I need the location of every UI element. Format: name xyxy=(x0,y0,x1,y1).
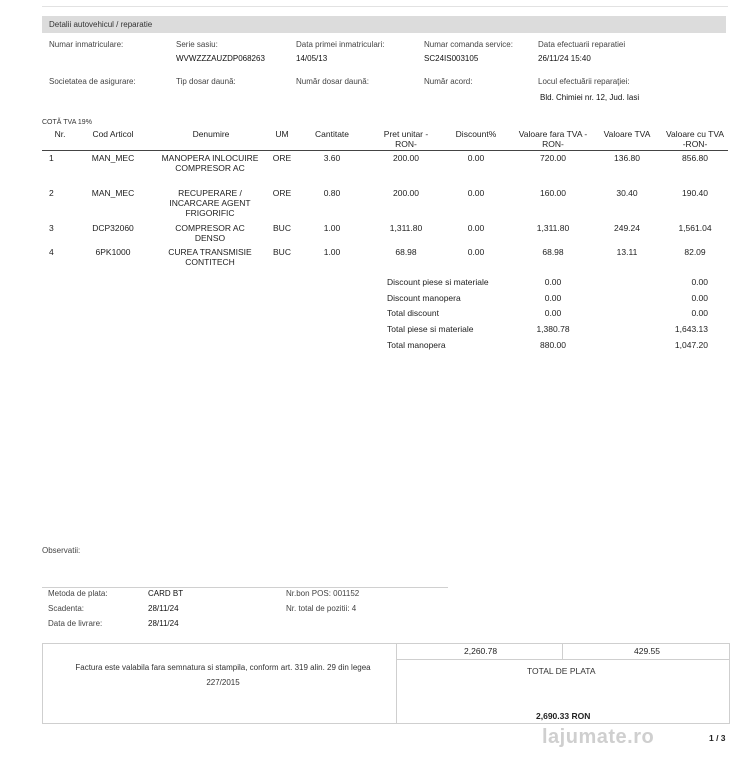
row-gross: 190.40 xyxy=(682,188,708,198)
row-net: 160.00 xyxy=(540,188,566,198)
col-header-um: UM xyxy=(275,129,289,139)
row-price: 200.00 xyxy=(393,153,419,163)
due-date-value: 28/11/24 xyxy=(148,604,179,613)
col-header-nr: Nr. xyxy=(54,129,66,139)
row-nr: 2 xyxy=(49,188,54,198)
row-discount: 0.00 xyxy=(467,223,485,233)
summary-label: Discount piese si materiale xyxy=(387,277,489,287)
vin-label: Serie sasiu: xyxy=(176,40,218,49)
total-to-pay-value: 2,690.33 RON xyxy=(536,711,591,721)
summary-gross: 0.00 xyxy=(691,277,708,287)
vin-value: WVWZZZAUZDP068263 xyxy=(176,54,265,63)
row-qty: 1.00 xyxy=(323,223,341,233)
row-um: ORE xyxy=(272,188,292,198)
row-price: 1,311.80 xyxy=(389,223,423,233)
delivery-date-label: Data de livrare: xyxy=(48,619,103,628)
net-total-value: 2,260.78 xyxy=(464,646,498,656)
summary-label: Total piese si materiale xyxy=(387,324,474,334)
col-header-qty: Cantitate xyxy=(314,129,350,139)
row-name: COMPRESOR AC DENSO xyxy=(175,223,245,243)
agreement-label: Număr acord: xyxy=(424,77,473,86)
repair-location-value: Bld. Chimiei nr. 12, Jud. Iasi xyxy=(540,93,640,102)
totals-divider-vertical xyxy=(396,643,397,723)
summary-net: 0.00 xyxy=(544,293,562,303)
claim-number-label: Număr dosar daună: xyxy=(296,77,369,86)
repair-location-label: Locul efectuării reparaţiei: xyxy=(538,77,630,86)
table-header-rule xyxy=(42,150,728,151)
col-header-gross-value: Valoare cu TVA -RON- xyxy=(665,129,725,149)
order-value: SC24IS003105 xyxy=(424,54,479,63)
row-net: 1,311.80 xyxy=(536,223,570,233)
claim-type-label: Tip dosar daună: xyxy=(176,77,236,86)
summary-label: Total manopera xyxy=(387,340,446,350)
row-qty: 0.80 xyxy=(323,188,341,198)
pos-receipt-number: Nr.bon POS: 001152 xyxy=(286,589,360,598)
row-name: CUREA TRANSMISIE CONTITECH xyxy=(168,247,252,267)
summary-label: Discount manopera xyxy=(387,293,461,303)
row-price: 68.98 xyxy=(395,247,417,257)
row-code: MAN_MEC xyxy=(91,188,135,198)
summary-gross: 1,047.20 xyxy=(674,340,708,350)
row-name: RECUPERARE / INCARCARE AGENT FRIGORIFIC xyxy=(169,188,251,218)
row-code: MAN_MEC xyxy=(91,153,135,163)
row-nr: 3 xyxy=(49,223,54,233)
summary-net: 0.00 xyxy=(544,277,562,287)
invoice-validity-note: Factura este valabila fara semnatura si stampila, conform art. 319 alin. 29 din legea 227/2015 xyxy=(75,663,371,687)
row-name: MANOPERA INLOCUIRE COMPRESOR AC xyxy=(161,153,259,173)
payment-method-label: Metoda de plata: xyxy=(48,589,108,598)
order-label: Numar comanda service: xyxy=(424,40,513,49)
due-date-label: Scadenta: xyxy=(48,604,85,613)
summary-gross: 0.00 xyxy=(691,308,708,318)
first-reg-value: 14/05/13 xyxy=(296,54,328,63)
insurer-label: Societatea de asigurare: xyxy=(49,77,136,86)
summary-label: Total discount xyxy=(387,308,439,318)
total-to-pay-label: TOTAL DE PLATA xyxy=(527,666,596,676)
payment-method-value: CARD BT xyxy=(148,589,184,598)
observations-label: Observatii: xyxy=(42,546,81,555)
section-title: Detalii autovehicul / reparatie xyxy=(49,20,153,29)
row-price: 200.00 xyxy=(393,188,419,198)
watermark-logo: lajumate.ro xyxy=(542,726,655,748)
col-header-code: Cod Articol xyxy=(92,129,134,139)
row-um: BUC xyxy=(273,223,291,233)
col-header-unit-price: Pret unitar -RON- xyxy=(383,129,429,149)
section-header xyxy=(42,16,726,33)
row-vat: 136.80 xyxy=(614,153,640,163)
row-vat: 30.40 xyxy=(616,188,638,198)
row-discount: 0.00 xyxy=(467,247,485,257)
top-divider xyxy=(42,6,728,7)
row-discount: 0.00 xyxy=(467,188,485,198)
row-qty: 1.00 xyxy=(323,247,341,257)
summary-gross: 1,643.13 xyxy=(674,324,708,334)
first-reg-label: Data primei inmatriculari: xyxy=(296,40,385,49)
reg-label: Numar inmatriculare: xyxy=(49,40,124,49)
row-code: DCP32060 xyxy=(92,223,134,233)
row-net: 68.98 xyxy=(542,247,564,257)
repair-date-value: 26/11/24 15:40 xyxy=(538,54,591,63)
row-code: 6PK1000 xyxy=(95,247,131,257)
row-net: 720.00 xyxy=(540,153,566,163)
col-header-name: Denumire xyxy=(192,129,230,139)
totals-divider-horizontal xyxy=(396,659,729,660)
row-qty: 3.60 xyxy=(323,153,341,163)
total-positions: Nr. total de pozitii: 4 xyxy=(286,604,357,613)
vat-rate-label: COTĂ TVA 19% xyxy=(42,119,92,126)
summary-net: 1,380.78 xyxy=(536,324,570,334)
row-gross: 1,561.04 xyxy=(678,223,712,233)
row-um: BUC xyxy=(273,247,291,257)
delivery-date-value: 28/11/24 xyxy=(148,619,179,628)
row-vat: 249.24 xyxy=(614,223,640,233)
summary-gross: 0.00 xyxy=(691,293,708,303)
repair-date-label: Data efectuarii reparatiei xyxy=(538,40,626,49)
summary-net: 880.00 xyxy=(540,340,566,350)
row-vat: 13.11 xyxy=(616,247,638,257)
page-number: 1 / 3 xyxy=(709,733,726,743)
row-nr: 1 xyxy=(49,153,54,163)
vat-total-value: 429.55 xyxy=(634,646,660,656)
row-gross: 856.80 xyxy=(682,153,708,163)
row-nr: 4 xyxy=(49,247,54,257)
col-header-net-value: Valoare fara TVA -RON- xyxy=(518,129,588,149)
col-header-vat-value: Valoare TVA xyxy=(603,129,651,139)
row-um: ORE xyxy=(272,153,292,163)
row-gross: 82.09 xyxy=(684,247,706,257)
row-discount: 0.00 xyxy=(467,153,485,163)
totals-divider-mid xyxy=(562,643,563,659)
summary-net: 0.00 xyxy=(544,308,562,318)
col-header-discount: Discount% xyxy=(455,129,497,139)
